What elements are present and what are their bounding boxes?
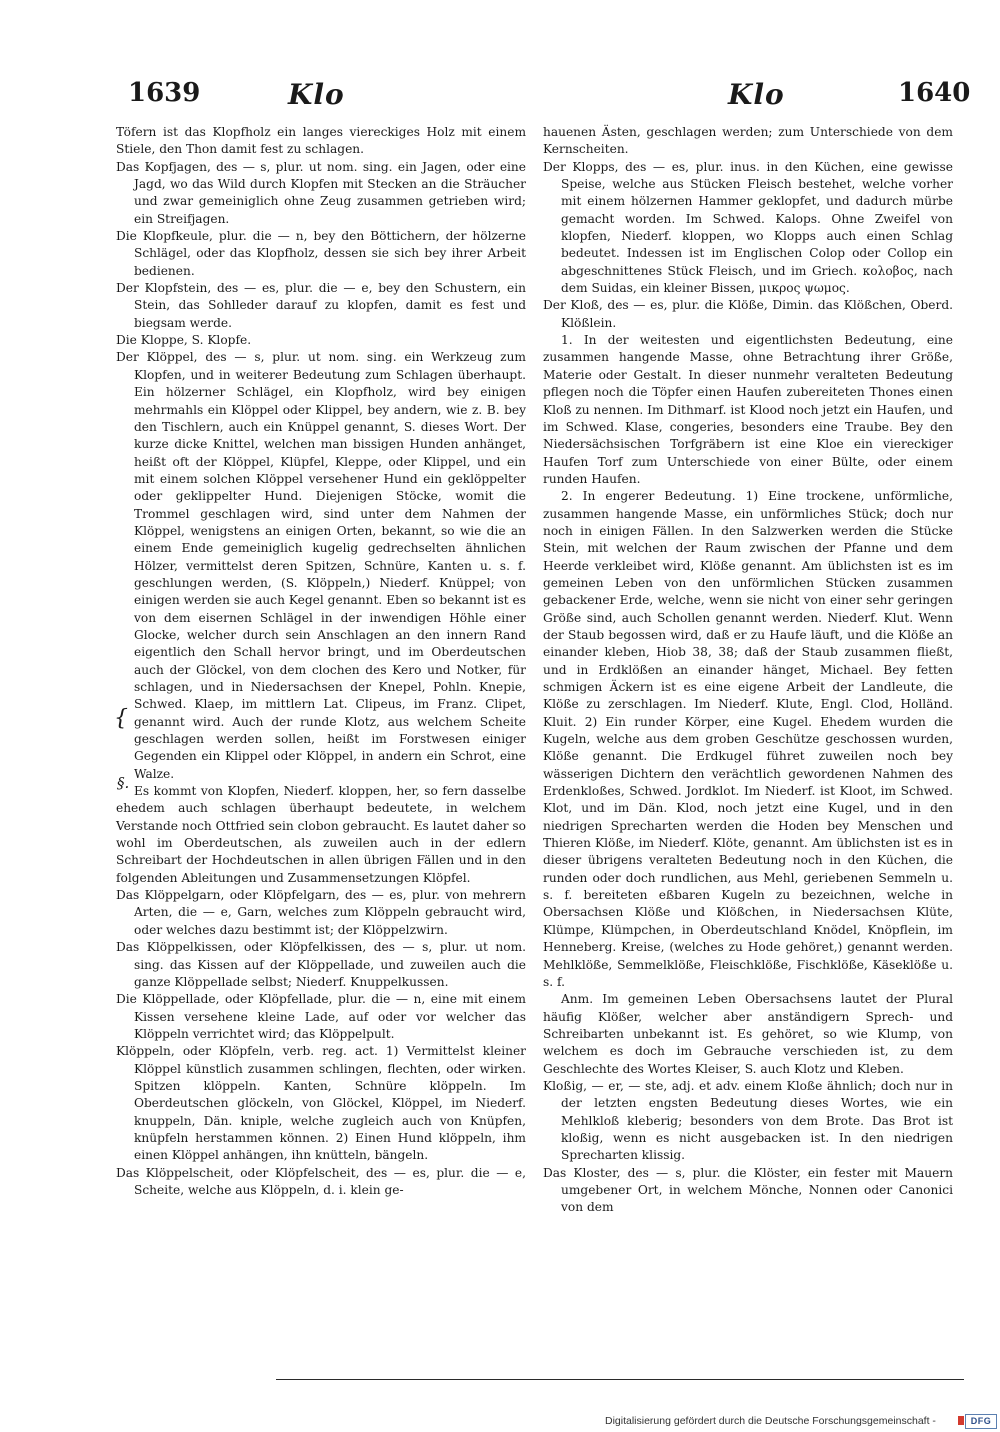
left-column-entry: Die Kloppe, S. Klopfe. [116,333,252,348]
dfg-logo: DFG [965,1414,997,1429]
dfg-logo-accent [958,1416,964,1425]
footer-credit-text: Digitalisierung gefördert durch die Deutsche Forschungsgemeinschaft - [605,1415,936,1427]
right-column-entry: Der Kloß, des — es, plur. die Klöße, Dimin. das Klößchen, Oberd. Klößlein. [543,298,953,330]
left-column-entry: Die Klöppellade, oder Klöpfellade, plur. die — n, eine mit einem Kissen versehene kleine Lade, auf oder vor welcher das Klöppeln verrichtet wird; das Klöppelpult. [116,992,526,1041]
left-column-entry: Das Klöppelkissen, oder Klöpfelkissen, des — s, plur. ut nom. sing. das Kissen auf der Klöppellade, und zuweilen auch die ganze Klöppellade selbst; Niederf. Knuppelkussen. [116,940,526,989]
right-column-entry: hauenen Ästen, geschlagen werden; zum Unterschiede von dem Kernscheiten. [543,125,953,157]
left-column-entry: Der Klopfstein, des — es, plur. die — e, bey den Schustern, ein Stein, das Sohlleder darauf zu klopfen, damit es fest und biegsam werde. [116,281,526,330]
right-column-entry: Der Klopps, des — es, plur. inus. in den Küchen, eine gewisse Speise, welche aus Stücken Fleisch bestehet, welche vorher mit einem hölzernen Hammer geklopfet, und dadurch mürbe gemacht worden. Im Schwed. Kalops. Ohne Zweifel von klopfen, Niederf. kloppen, wo Klopps auch einen Schlag bedeutet. Indessen ist im Englischen Colop oder Collop ein abgeschnittenes Stück Fleisch, und im Griech. κολοβος, nach dem Suidas, ein kleiner Bissen, μικρος ψωμος. [543,159,953,296]
left-column-paragraph: Es kommt von Klopfen, Niederf. kloppen, her, so fern dasselbe ehedem auch schlagen überhaupt bedeutete, in welchem Verstande noch Ottfried sein clobon gebraucht. Es lautet daher so wohl im Oberdeutschen, als zuweilen auch in der edlern Schreibart der Hochdeutschen in allen übrigen Fällen und in den folgenden Ableitungen und Zusammensetzungen Klöpfel. [116,784,526,885]
left-column-entry: Das Klöppelscheit, oder Klöpfelscheit, des — es, plur. die — e, Scheite, welche aus Klöppeln, d. i. klein ge- [116,1165,526,1197]
right-column-paragraph: Anm. Im gemeinen Leben Obersachsens lautet der Plural häufig Klößer, welcher aber anständigern Sprech- und Schreibarten unbekannt ist. Es gehöret, so wie Klump, von welchem es doch im Gebrauche verschieden ist, zu dem Geschlechte des Wortes Kleiser, S. auch Klotz und Kleben. [543,992,953,1076]
right-column-entry: Kloßig, — er, — ste, adj. et adv. einem Kloße ähnlich; doch nur in der letzten engsten Bedeutung dieses Wortes, wie ein Mehlkloß kleberig; besonders von dem Brote. Das Brot ist kloßig, wenn es nicht ausgebacken ist. In den niedrigen Sprecharten klissig. [543,1078,953,1163]
footer-rule [276,1379,964,1380]
left-column-entry: Das Klöppelgarn, oder Klöpfelgarn, des — es, plur. von mehrern Arten, die — e, Garn, welches zum Klöppeln gebraucht wird, oder welches dazu bestimmt ist; der Klöppelzwirn. [116,888,526,937]
left-column-entry: Die Klopfkeule, plur. die — n, bey den Böttichern, der hölzerne Schlägel, oder das Klopfholz, dessen sie sich bey ihrer Arbeit bedienen. [116,229,526,278]
margin-bracket-mark: { [114,706,128,731]
right-page-number: 1640 [898,78,971,108]
right-column [543,124,953,1217]
left-column-entry: Das Kopfjagen, des — s, plur. ut nom. sing. ein Jagen, oder eine Jagd, wo das Wild durch Klopfen mit Stecken an die Sträucher und zwar gemeiniglich ohne Zeug zusammen getrieben wird; ein Streifjagen. [116,159,526,226]
page-header [128,78,971,118]
left-column-entry: Klöppeln, oder Klöpfeln, verb. reg. act. 1) Vermittelst kleiner Klöppel künstlich zusammen schlingen, flechten, oder wirken. Spitzen klöppeln. Kanten, Schnüre klöppeln. Im Oberdeutschen glöckeln, von Glöckel, Klöppel, im Niederf. knuppeln, Dän. kniple, welche zugleich auch von Knüpfen, knüpfeln herstammen können. 2) Einen Hund klöppeln, ihm einen Klöppel anhängen, ihn knütteln, bängeln. [116,1044,526,1163]
right-column-paragraph: 2. In engerer Bedeutung. 1) Eine trockene, unförmliche, zusammen hangende Masse, ein unförmliches Stück; doch nur noch in einigen Fällen. In den Salzwerken werden die Stücke Stein, mit welchen der Raum zwischen der Pfanne und dem Heerde verkleibet wird, Klöße genannt. Am üblichsten ist es im gemeinen Leben von den unförmlichen Stücken zusammen gebackener Erde, welche, wenn sie nicht von einer sehr geringen Größe sind, auch Schollen genannt werden. Niederf. Klut. Wenn der Staub begossen wird, daß er zu Haufe läuft, und die Klöße an einander kleben, Hiob 38, 38; daß der Staub zusammen fließt, und in Erdklößen an einander hänget, Michael. Bey fetten schmigen Äckern ist es eine eigene Arbeit der Landleute, die Klöße zu zerschlagen. Im Niederf. Klute, Engl. Clod, Holländ. Kluit. 2) Ein runder Körper, eine Kugel. Ehedem wurden die Kugeln, welche aus dem groben Geschütze geschossen wurden, Klöße genannt. Die Erdkugel führet zuweilen noch bey wässerigen Dichtern den verächtlich gewordenen Nahmen des Erdenkloßes, Schwed. Jordklot. Im Niederf. ist Kloot, im Schwed. Klot, und im Dän. Klod, noch jetzt eine Kugel, und in den niedrigen Sprecharten werden die Hoden bey Menschen und Thieren Klöße, im Niederf. Klöte, genannt. Am üblichsten ist es in dieser übrigens veralteten Bedeutung noch in den Küchen, die runden oder doch rundlichen, aus Mehl, geriebenen Semmeln u. s. f. bereiteten eßbaren Kugeln zu bezeichnen, welche in Obersachsen Klöße und Klößchen, in Niedersachsen Klüte, Klümpe, Klümpchen, in Oberdeutschland Knödel, Knöpflein, im Henneberg. Kreise, (welches zu Hode gehöret,) genannt werden. Mehlklöße, Semmelklöße, Fleischklöße, Fischklöße, Käseklöße u. s. f. [543,489,953,989]
left-column [116,124,526,1199]
left-page-number: 1639 [128,78,201,108]
margin-section-mark: §. [117,774,130,792]
left-column-entry: Töfern ist das Klopfholz ein langes viereckiges Holz mit einem Stiele, den Thon damit fest zu schlagen. [116,125,526,157]
digitization-footer [605,1413,997,1429]
right-column-paragraph: 1. In der weitesten und eigentlichsten Bedeutung, eine zusammen hangende Masse, ohne Betrachtung ihrer Größe, Materie oder Gestalt. In dieser nunmehr veralteten Bedeutung pflegen noch die Töpfer einen Haufen zubereiteten Thones einen Kloß zu nennen. Im Dithmarf. ist Klood noch jetzt ein Haufen, und im Schwed. Klase, congeries, besonders eine Traube. Bey den Niedersächsischen Torfgräbern ist eine Kloe ein viereckiger Haufen Torf zum Unterschiede von einer Bülte, oder einem runden Haufen. [543,333,953,486]
left-column-entry: Der Klöppel, des — s, plur. ut nom. sing. ein Werkzeug zum Klopfen, und in weiterer Bedeutung zum Schlagen überhaupt. Ein hölzerner Schlägel, ein Klopfholz, wird bey einigen mehrmahls ein Klöppel oder Klippel, bey andern, wie z. B. bey den Tischlern, auch ein Knüppel genannt, S. dieses Wort. Der kurze dicke Knittel, welchen man bissigen Hunden anhänget, heißt oft der Klöppel, Klüpfel, Kleppe, oder Klippel, und ein mit einem solchen Klöppel versehener Hund ein geklöppelter oder geklippelter Hund. Diejenigen Stöcke, womit die Trommel geschlagen wird, sind unter dem Nahmen der Klöppel, wenigstens an einigen Orten, bekannt, so wie die an einem Ende gemeiniglich kugelig gedrechselten ähnlichen Hölzer, vermittelst deren Spitzen, Schnüre, Kanten u. s. f. geschlungen werden, (S. Klöppeln,) Niederf. Knüppel; von einigen werden sie auch Kegel genannt. Eben so bekannt ist es von dem eisernen Schlägel in der inwendigen Höhle einer Glocke, welcher durch sein Anschlagen an den innern Rand eigentlich den Schall hervor bringt, und im Oberdeutschen auch der Glöckel, von dem clochen des Kero und Notker, für schlagen, und in Niedersachsen der Knepel, Pohln. Knepie, Schwed. Klaep, im mittlern Lat. Clipeus, im Franz. Clipet, genannt wird. Auch der runde Klotz, aus welchem Scheite geschlagen werden sollen, heißt im Forstwesen einiger Gegenden ein Klippel oder Klöppel, in andern ein Schrot, eine Walze. [116,350,526,781]
right-running-head: Klo [728,78,785,111]
left-running-head: Klo [288,78,345,111]
right-column-entry: Das Kloster, des — s, plur. die Klöster, ein fester mit Mauern umgebener Ort, in welchem Mönche, Nonnen oder Canonici von dem [543,1165,953,1215]
